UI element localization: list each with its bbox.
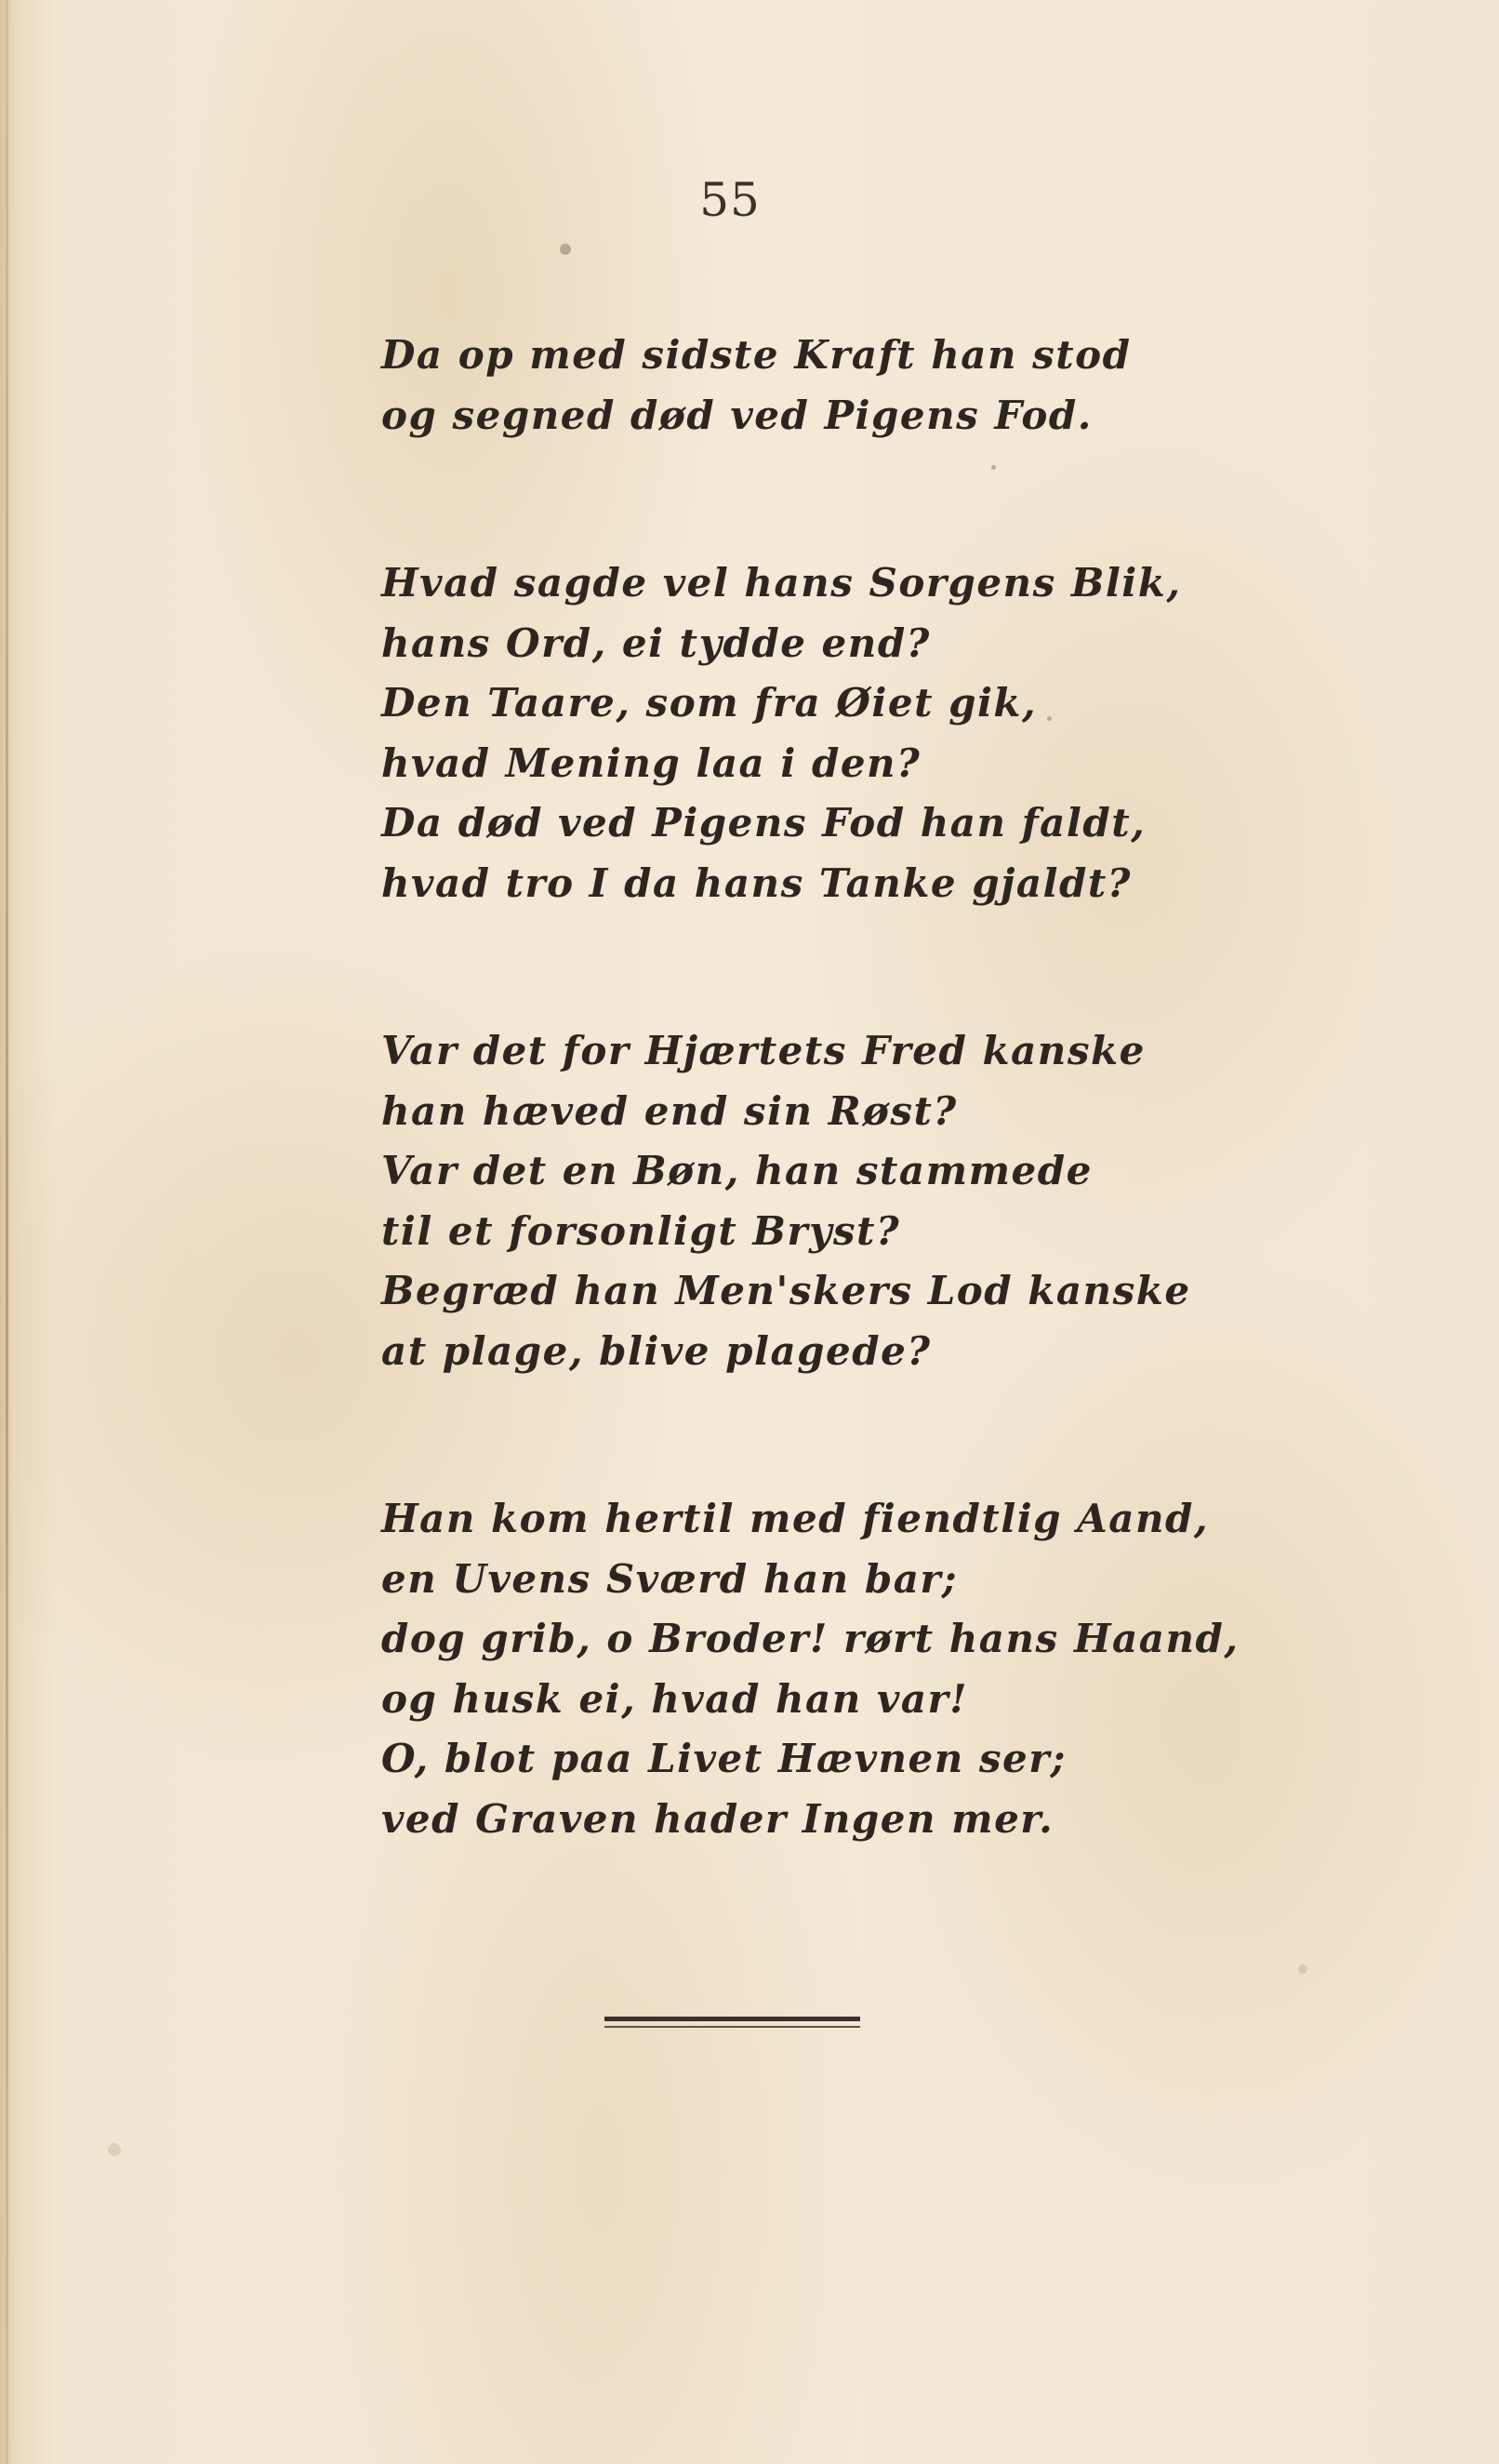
paper-speck [991,465,996,470]
poem-line: Da op med sidste Kraft han stod [381,332,1132,378]
paper-speck [1047,716,1052,721]
poem-line: Da død ved Pigens Fod han faldt, [381,800,1147,846]
poem-line: at plage, blive plagede? [381,1327,932,1374]
stanza-1 [381,326,1404,446]
poem-line: en Uvens Sværd han bar; [381,1555,959,1602]
poem-line: til et forsonligt Bryst? [381,1207,901,1254]
poem-line: Han kom hertil med fiendtlig Aand, [381,1496,1209,1541]
divider-thin-line [604,2026,860,2028]
stanza-2 [381,553,1404,913]
poem-line: Var det for Hjærtets Fred kanske [381,1028,1146,1073]
page-number: 55 [699,173,761,227]
poem-line: Begræd han Men'skers Lod kanske [381,1268,1191,1313]
poem-line: hvad Mening laa i den? [381,739,922,786]
poem-line: han hæved end sin Røst? [381,1087,958,1134]
paper-speck [1298,1965,1307,1974]
divider-thick-line [604,2017,860,2021]
poem-line: ved Graven hader Ingen mer. [381,1795,1055,1842]
poem-line: Hvad sagde vel hans Sorgens Blik, [381,560,1182,606]
page-binding-edge [6,0,8,2464]
paper-speck [108,2143,121,2156]
poem-line: dog grib, o Broder! rørt hans Haand, [381,1616,1240,1661]
poem-body [381,326,1404,1849]
poem-line: og husk ei, hvad han var! [381,1675,969,1722]
paper-speck [560,244,571,255]
poem-line: hans Ord, ei tydde end? [381,619,931,666]
poem-line: og segned død ved Pigens Fod. [381,392,1093,438]
stanza-3 [381,1021,1404,1381]
poem-line: Den Taare, som fra Øiet gik, [381,680,1038,726]
poem-line: O, blot paa Livet Hævnen ser; [381,1736,1067,1781]
end-rule-divider [604,2017,860,2028]
poem-line: Var det en Bøn, han stammede [381,1148,1093,1193]
poem-line: hvad tro I da hans Tanke gjaldt? [381,859,1132,906]
stanza-4 [381,1489,1404,1849]
